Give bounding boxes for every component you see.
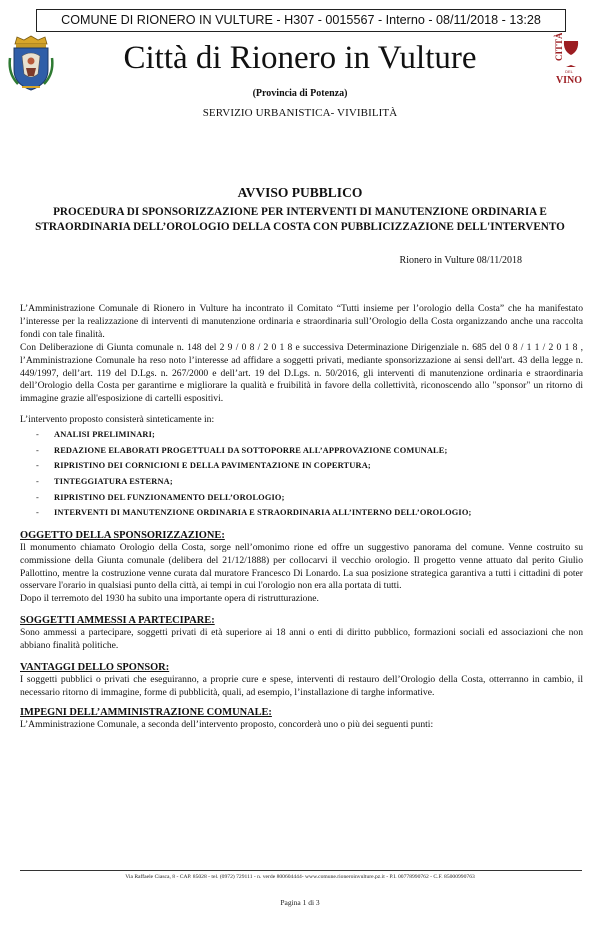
section-title-benefits: VANTAGGI DELLO SPONSOR: bbox=[20, 662, 170, 674]
service-label: SERVIZIO URBANISTICA- VIVIBILITÀ bbox=[202, 107, 398, 119]
section-text-object-2: Dopo il terremoto del 1930 ha subito una importante opera di ristrutturazione. bbox=[20, 593, 319, 605]
footer-contacts: Via Raffaele Ciasca, 8 - CAP. 85028 - tel. (0972) 729111 - n. verde 800604444- www.comune.rioneroinvulture.pz.it - P.I. 00778990762 - C.F. 85000990763 bbox=[125, 874, 475, 880]
notice-title: AVVISO PUBBLICO bbox=[237, 185, 363, 200]
list-item: - INTERVENTI DI MANUTENZIONE ORDINARIA E STRAORDINARIA ALL’INTERNO DELL’OROLOGIO; bbox=[36, 508, 472, 518]
svg-text:DEL: DEL bbox=[565, 69, 573, 74]
procedure-title: PROCEDURA DI SPONSORIZZAZIONE PER INTERVENTI DI MANUTENZIONE ORDINARIA E STRAORDINARIA DELL’OROLOGIO DELLA COSTA CON PUBBLICIZZAZIONE DELL'INTERVENTO bbox=[35, 206, 565, 233]
list-item: - ANALISI PRELIMINARI; bbox=[36, 430, 155, 440]
list-item: - REDAZIONE ELABORATI PROGETTUALI DA SOTTOPORRE ALL’APPROVAZIONE COMUNALE; bbox=[36, 445, 448, 455]
interventions-list bbox=[20, 427, 583, 521]
province-label: (Provincia di Potenza) bbox=[252, 88, 348, 99]
protocol-stamp: COMUNE DI RIONERO IN VULTURE - H307 - 0015567 - Interno - 08/11/2018 - 13:28 bbox=[36, 9, 566, 32]
footer-divider bbox=[20, 870, 582, 871]
document-body bbox=[20, 303, 583, 732]
city-title: Città di Rionero in Vulture bbox=[123, 40, 477, 76]
deliberation-paragraph: Con Deliberazione di Giunta comunale n. 148 del 2 9 / 0 8 / 2 0 1 8 e successiva Determinazione Dirigenziale n. 685 del 0 8 / 1 1 / 2 0 1 8 , l’Amministrazione Comunale ha reso noto l’interesse ad affidare a soggetti privati, mediante sponsorizzazione ai sensi dell'art. 43 della legge n. 449/1997, dell’art. 119 del D.Lgs. n. 267/2000 e dell’art. 19 del D.Lgs. n. 50/2016, gli interventi di manutenzione ordinaria e straordinaria dell’Orologio della Costa per garantirne e migliorare la qualità e fruibilità in favore della collettività, riconoscendo allo "sponsor" un ritorno di immagine grazie all'esposizione di cartelli espositivi. bbox=[20, 341, 583, 405]
list-item: - RIPRISTINO DEL FUNZIONAMENTO DELL’OROLOGIO; bbox=[36, 492, 285, 502]
section-title-object: OGGETTO DELLA SPONSORIZZAZIONE: bbox=[20, 529, 225, 541]
section-title-eligible: SOGGETTI AMMESSI A PARTECIPARE: bbox=[20, 615, 215, 627]
section-text-benefits: I soggetti pubblici o privati che eseguiranno, a proprie cure e spese, interventi di restauro dell’Orologio della Costa, otterranno in cambio, il necessario ritorno di immagine, forme di pubblicità, quali, ad esempio, l’installazione di targhe informative. bbox=[20, 674, 583, 698]
place-date: Rionero in Vulture 08/11/2018 bbox=[399, 255, 522, 266]
citta-del-vino-logo-icon bbox=[546, 33, 592, 85]
section-text-eligible: Sono ammessi a partecipare, soggetti privati di età superiore ai 18 anni o enti di diritto pubblico, formazioni sociali ed associazioni che non abbiano finalità politiche. bbox=[20, 627, 583, 652]
page-number: Pagina 1 di 3 bbox=[280, 898, 320, 907]
svg-text:VINO: VINO bbox=[555, 75, 583, 85]
svg-text:CITTÀ: CITTÀ bbox=[554, 33, 564, 61]
intro-paragraph: L’Amministrazione Comunale di Rionero in Vulture ha incontrato il Comitato “Tutti insieme per l’orologio della Costa” che ha manifestato l’interesse per la realizzazione di interventi di manutenzione ordinaria e straordinaria sull’Orologio della Costa organizzando anche una raccolta fondi con tale finalità. bbox=[20, 303, 583, 340]
list-item: - RIPRISTINO DEI CORNICIONI E DELLA PAVIMENTAZIONE IN COPERTURA; bbox=[36, 461, 371, 471]
section-text-object: Il monumento chiamato Orologio della Costa, sorge nell’omonimo rione ed offre un suggestivo panorama del comune. Venne costruito su commissione della Giunta comunale (delibera del 21/12/1888) per collocarvi il vecchio orologio. Il progetto venne attuato dal perito Giulio Pallottino, mentre la costruzione venne curata dal muratore Francesco Di Lonardo. La sua posizione strategica garantiva a tutti i cittadini di poter osservare l'orario in qualsiasi punto della città, ai tempi in cui l'orologio non era alla portata di tutti. bbox=[20, 541, 583, 592]
section-text-commitments: L’Amministrazione Comunale, a seconda dell’intervento proposto, concorderà uno o più dei seguenti punti: bbox=[20, 718, 434, 730]
interventions-intro: L’intervento proposto consisterà sinteticamente in: bbox=[20, 414, 215, 426]
section-title-commitments: IMPEGNI DELL’AMMINISTRAZIONE COMUNALE: bbox=[20, 706, 272, 718]
list-item: - TINTEGGIATURA ESTERNA; bbox=[36, 476, 173, 486]
